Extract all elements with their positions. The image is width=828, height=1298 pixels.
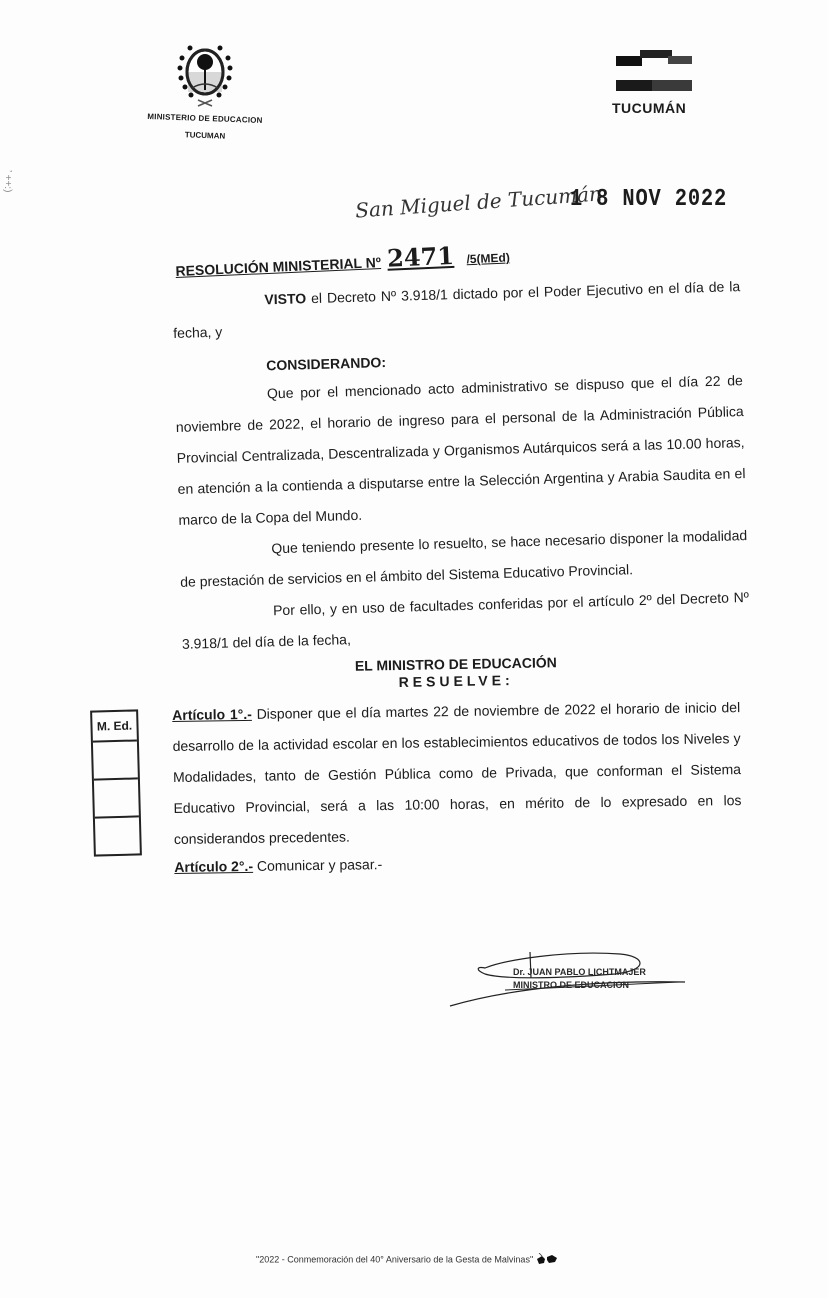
resolution-suffix: /5(MEd) bbox=[466, 250, 511, 267]
article-1-label: Artículo 1°.- bbox=[172, 705, 252, 723]
visto-label: VISTO bbox=[264, 290, 307, 308]
tucuman-logo-icon bbox=[612, 50, 692, 96]
resolution-number: 2471 bbox=[386, 240, 455, 273]
stamp-cell bbox=[95, 815, 140, 854]
article-1-text: Disponer que el día martes 22 de noviembre de 2022 el horario de inicio del desarrollo de la actividad escolar en los establecimientos educativos de todos los Niveles y Modalidades, tanto de Gestión Pública como de Privada, que conforman el Sistema Educativo Provincial, será a las 10:00 horas, en mérito de lo expresado en los considerandos precedentes. bbox=[172, 699, 742, 847]
coat-of-arms-icon bbox=[170, 40, 240, 110]
malvinas-islands-icon bbox=[536, 1253, 558, 1267]
signatory-name: Dr. JUAN PABLO LICHTMAJER bbox=[513, 967, 646, 977]
signatory-title: MINISTRO DE EDUCACION bbox=[513, 980, 630, 990]
footer-commemoration bbox=[256, 1253, 558, 1267]
considerando-paragraph-2: Que teniendo presente lo resuelto, se hace necesario disponer la modalidad de prestación de servicios en el ámbito del Sistema Educativo Provincial. bbox=[180, 527, 748, 590]
stamp-cell bbox=[94, 777, 139, 816]
visto-paragraph bbox=[172, 271, 742, 349]
date-stamp: 1 8 NOV 2022 bbox=[570, 186, 728, 213]
stamp-header: M. Ed. bbox=[96, 718, 133, 734]
resolution-title bbox=[175, 238, 511, 282]
minister-heading: EL MINISTRO DE EDUCACIÓN bbox=[354, 654, 557, 674]
signatory bbox=[513, 966, 646, 992]
brand-text: TUCUMÁN bbox=[612, 100, 687, 116]
visto-text: el Decreto Nº 3.918/1 dictado por el Poder Ejecutivo en el día de la fecha, y bbox=[173, 278, 741, 341]
article-2-text: Comunicar y pasar.- bbox=[252, 856, 383, 874]
articles bbox=[172, 692, 742, 879]
ministry-header bbox=[140, 40, 270, 140]
document-body bbox=[172, 271, 750, 660]
considerando-heading: CONSIDERANDO: bbox=[266, 354, 387, 374]
considerando-paragraph-1: Que por el mencionado acto administrativo se dispuso que el día 22 de noviembre de 2022, el horario de ingreso para el personal de la Administración Pública Provincial Centralizada, Descentralizada y Organismos Autárquicos será a las 10.00 horas, en atención a la contienda a disputarse entre la Selección Argentina y Arabia Saudita en el marco de la Copa del Mundo. bbox=[175, 372, 746, 528]
margin-marks: ’ ++:) bbox=[2, 170, 13, 193]
city-signature: San Miguel de Tucumán bbox=[354, 181, 603, 223]
footer-text: "2022 - Conmemoración del 40° Aniversario de la Gesta de Malvinas" bbox=[256, 1254, 534, 1265]
article-2-label: Artículo 2°.- bbox=[174, 857, 254, 875]
ministry-province: TUCUMAN bbox=[184, 130, 226, 141]
ministry-initials-stamp bbox=[90, 709, 142, 856]
resolution-label: RESOLUCIÓN MINISTERIAL Nº bbox=[175, 254, 382, 280]
ministry-name: MINISTERIO DE EDUCACION bbox=[147, 111, 263, 126]
stamp-cell bbox=[93, 739, 138, 778]
article-1 bbox=[172, 692, 742, 855]
resuelve-heading: RESUELVE: bbox=[398, 671, 514, 691]
considerando-paragraph-3: Por ello, y en uso de facultades conferidas por el artículo 2º del Decreto Nº 3.918/1 del día de la fecha, bbox=[181, 589, 750, 652]
tucuman-brand bbox=[612, 50, 702, 116]
